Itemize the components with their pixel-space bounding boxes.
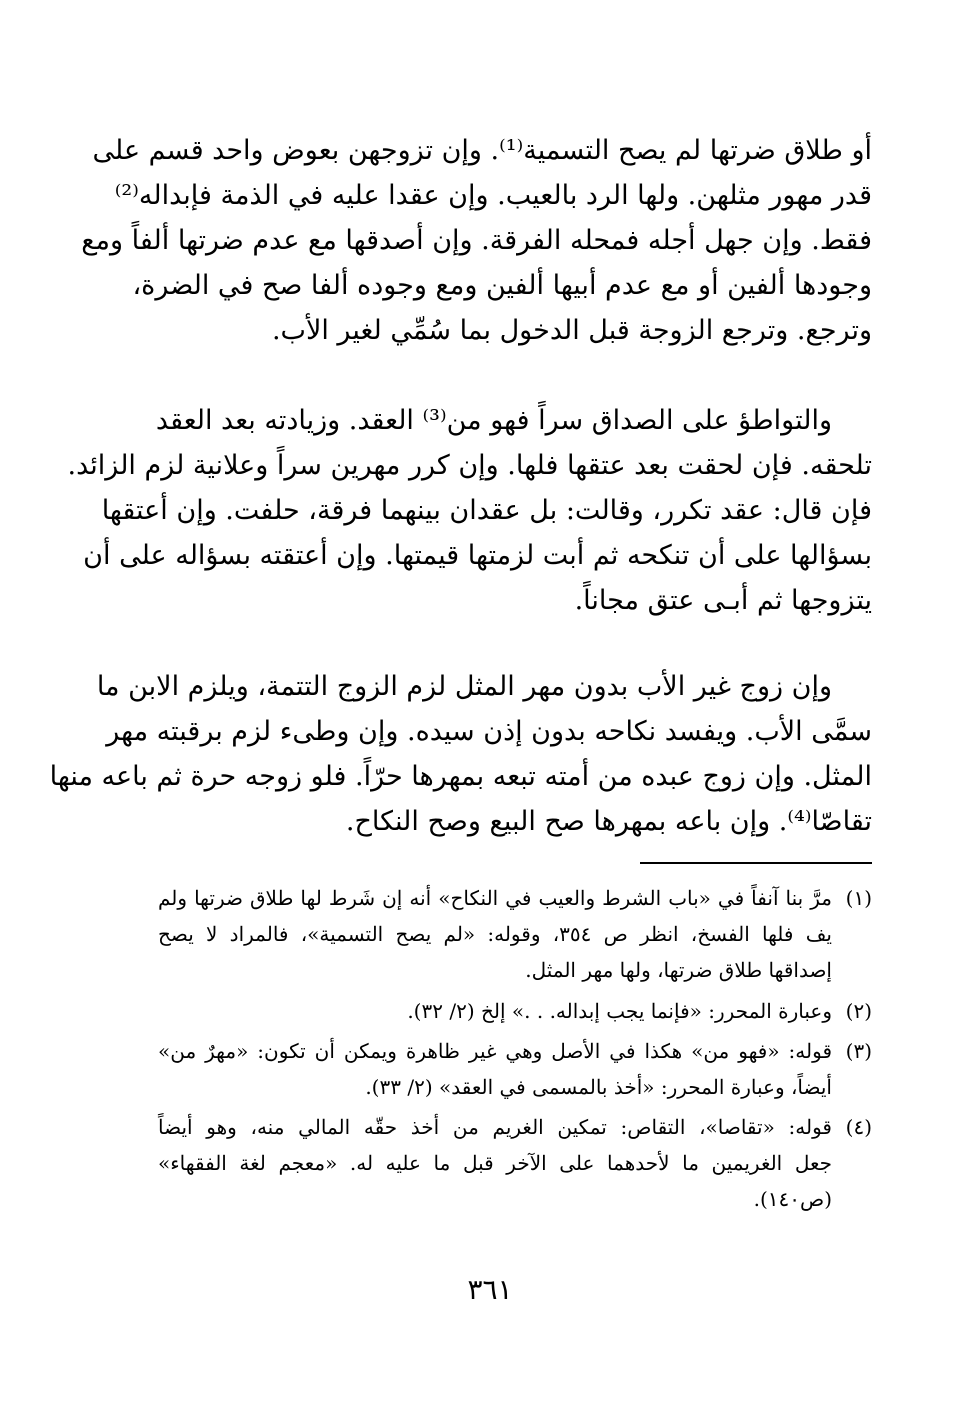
main-text (67, 398, 872, 623)
text-line: وإن زوج غير الأب بدون مهر المثل لزم الزوج التتمة، ويلزم الابن ما (96, 671, 832, 702)
footnote-number: (١) (845, 886, 872, 910)
text-line: سمَّى الأب. ويفسد نكاحه بدون إذن سيده. وإن وطىء لزم برقبته مهر (106, 716, 872, 747)
footnote-line: أيضاً، وعبارة المحرر: «أخذ بالمسمى في العقد» (٢/ ٣٣). (365, 1075, 832, 1099)
footnote-4 (158, 1109, 872, 1217)
footnote-line: وعبارة المحرر: «فإنما يجب إبداله. . .» إلخ (٢/ ٣٢). (407, 999, 832, 1023)
footnote-2 (158, 993, 872, 1029)
text-line: بسؤالها على أن تنكحه ثم أبت لزمتها قيمتها. وإن أعتقته بسؤاله على أن (83, 540, 872, 571)
footnote-3 (158, 1033, 872, 1105)
text-line: تقاصّا⁽⁴⁾. وإن باعه بمهرها صح البيع وصح النكاح. (345, 806, 872, 837)
footnote-line: يف فلها الفسخ، انظر ص ٣٥٤، وقوله: «لم يصح التسمية»، فالمراد لا يصح (158, 922, 832, 946)
footnote-separator (640, 862, 872, 864)
footnote-line: جعل الغريمين ما لأحدهما على الآخر قبل ما عليه له. «معجم لغة الفقهاء» (158, 1151, 832, 1175)
footnote-number: (٣) (845, 1039, 872, 1063)
footnotes (158, 880, 872, 1217)
footnote-line: (ص١٤٠). (753, 1187, 832, 1211)
text-line: تلحقه. فإن لحقت بعد عتقها فلها. وإن كرر مهرين سراً وعلانية لزم الزائد. (67, 450, 872, 481)
footnote-line: مرَّ بنا آنفاً في «باب الشرط والعيب في النكاح» أنه إن شَرط لها طلاق ضرتها ولم (158, 886, 832, 910)
text-line: وترجع. وترجع الزوجة قبل الدخول بما سُمِّي لغير الأب. (271, 315, 872, 346)
text-line: يتزوجها ثم أبـى عتق مجاناً. (574, 585, 872, 616)
footnote-1 (158, 880, 872, 988)
footnote-line: إصداقها طلاق ضرتها، ولها مهر المثل. (525, 958, 832, 982)
paragraph-2 (67, 398, 872, 623)
paragraph-3 (49, 664, 872, 844)
main-text (49, 664, 872, 844)
text-line: المثل. وإن زوج عبده من أمته تبعه بمهرها حرّاً. فلو زوجه حرة ثم باعه منها (49, 761, 872, 792)
paragraph-1 (81, 128, 872, 353)
text-line: والتواطؤ على الصداق سراً فهو من⁽³⁾ العقد. وزيادته بعد العقد (155, 405, 832, 436)
footnote-number: (٢) (845, 999, 872, 1023)
text-line: فإن قال: عقد تكرر، وقالت: بل عقدان بينهما فرقة، حلفت. وإن أعتقها (101, 495, 872, 526)
text-line: قدر مهور مثلهن. ولها الرد بالعيب. وإن عقدا عليه في الذمة فإبداله⁽²⁾ (114, 180, 872, 211)
footnote-line: قوله: «تقاصا»، التقاص: تمكين الغريم من أخذ حقّه المالي منه، وهو أيضاً (158, 1115, 832, 1139)
page-number: ٣٦١ (467, 1273, 513, 1306)
main-text (81, 128, 872, 353)
text-line: وجودها ألفين أو مع عدم أبيها ألفين ومع وجوده ألفا صح في الضرة، (132, 270, 872, 301)
footnote-number: (٤) (845, 1115, 872, 1139)
text-line: أو طلاق ضرتها لم يصح التسمية⁽¹⁾. وإن تزوجهن بعوض واحد قسم على (92, 135, 872, 166)
text-line: فقط. وإن جهل أجله فمحله الفرقة. وإن أصدقها مع عدم ضرتها ألفاً ومع (81, 225, 872, 256)
footnote-line: قوله: «فهو من» هكذا في الأصل وهي غير ظاهرة ويمكن أن تكون: «مهرٌ من» (158, 1039, 832, 1063)
